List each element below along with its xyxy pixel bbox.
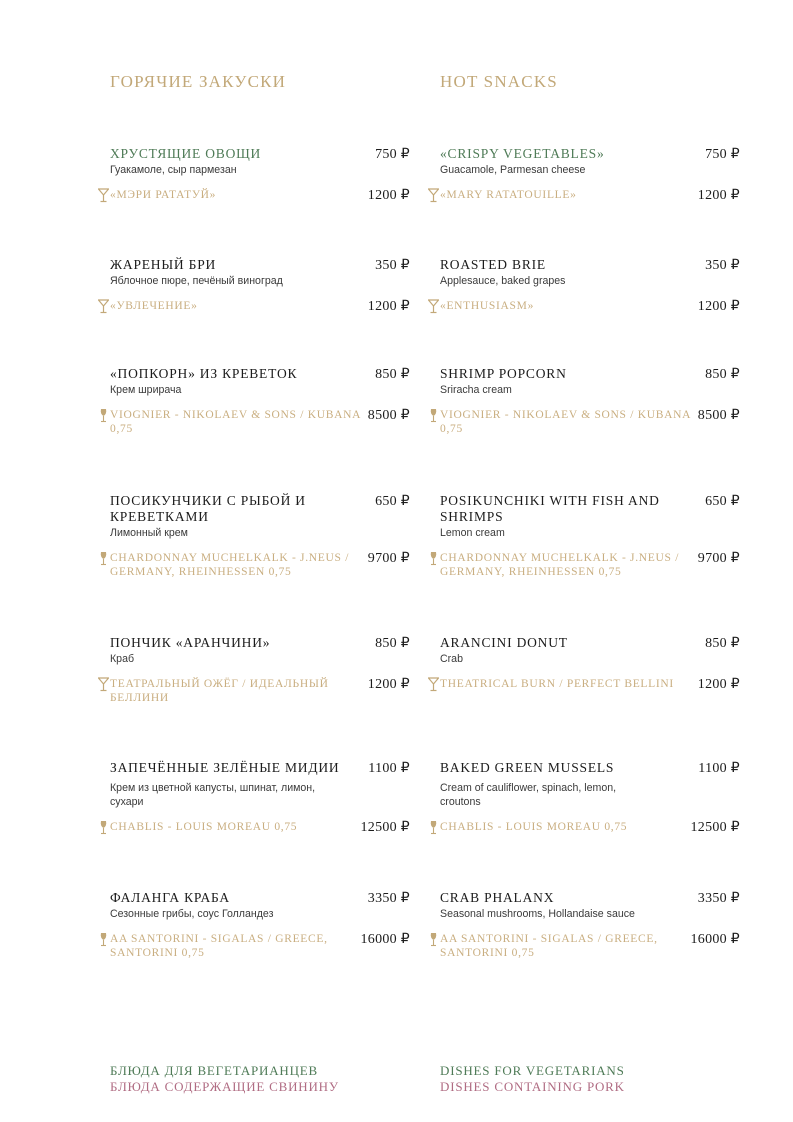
dish-price: 650 ₽	[705, 494, 740, 509]
dish-price: 350 ₽	[375, 258, 410, 273]
pairing-price: 1200 ₽	[697, 188, 740, 203]
dish-name: ARANCINI DONUT	[440, 635, 568, 650]
menu-item	[110, 366, 410, 436]
dish-description: Яблочное пюре, печёный виноград	[110, 275, 283, 287]
cocktail-glass-icon	[428, 188, 439, 203]
pairing-name: AA SANTORINI - SIGALAS / GREECE, SANTORINI 0,75	[110, 933, 328, 959]
dish-description: Guacamole, Parmesan cheese	[440, 164, 586, 176]
dish-price: 850 ₽	[375, 367, 410, 382]
pairing	[110, 932, 410, 960]
dish-name: BAKED GREEN MUSSELS	[440, 760, 615, 775]
cocktail-glass-icon	[98, 188, 109, 203]
pairing-name: CHARDONNAY MUCHELKALK - J.NEUS / GERMANY, RHEINHESSEN 0,75	[440, 552, 680, 578]
dish-description: Seasonal mushrooms, Hollandaise sauce	[440, 908, 635, 920]
dish-price: 650 ₽	[375, 494, 410, 509]
dish-price: 850 ₽	[705, 636, 740, 651]
menu-item	[110, 257, 410, 313]
dish-description: Applesauce, baked grapes	[440, 275, 566, 287]
dish-name: ЖАРЕНЫЙ БРИ	[110, 257, 217, 272]
pairing-name: CHARDONNAY MUCHELKALK - J.NEUS / GERMANY, RHEINHESSEN 0,75	[110, 552, 350, 578]
wine-glass-icon	[98, 932, 109, 947]
wine-glass-icon	[98, 551, 109, 566]
pairing-name: CHABLIS - LOUIS MOREAU 0,75	[440, 821, 628, 833]
dish-description: Краб	[110, 653, 135, 665]
menu-item	[440, 366, 740, 436]
wine-glass-icon	[98, 820, 109, 835]
pairing-price: 1200 ₽	[367, 299, 410, 314]
legend-vegetarian: БЛЮДА ДЛЯ ВЕГЕТАРИАНЦЕВ	[110, 1063, 318, 1078]
pairing-price: 1200 ₽	[367, 677, 410, 692]
dish-name: CRAB PHALANX	[440, 890, 555, 905]
pairing	[110, 408, 410, 436]
menu-item	[440, 890, 740, 960]
dish-description: Crab	[440, 653, 463, 665]
section-heading: HOT SNACKS	[440, 72, 558, 91]
menu-item	[110, 146, 410, 202]
dish-price: 850 ₽	[705, 367, 740, 382]
cocktail-glass-icon	[98, 299, 109, 314]
pairing-price: 9700 ₽	[367, 551, 410, 566]
pairing	[440, 551, 740, 579]
menu-item	[110, 493, 410, 579]
dish-name: ПОНЧИК «АРАНЧИНИ»	[110, 635, 271, 650]
pairing-name: «MARY RATATOUILLE»	[440, 189, 577, 201]
pairing-name: «УВЛЕЧЕНИЕ»	[110, 300, 198, 312]
pairing	[110, 551, 410, 579]
dish-description: Сезонные грибы, соус Голландез	[110, 908, 274, 920]
dish-description: Крем шрирача	[110, 384, 182, 396]
menu-item	[110, 635, 410, 705]
pairing-name: VIOGNIER - NIKOLAEV & SONS / KUBANA 0,75	[110, 409, 361, 435]
dish-name: «ПОПКОРН» ИЗ КРЕВЕТОК	[110, 366, 298, 381]
menu-item	[110, 760, 410, 834]
dish-price: 3350 ₽	[697, 891, 740, 906]
pairing	[440, 820, 740, 834]
dish-name: SHRIMP POPCORN	[440, 366, 567, 381]
menu-item	[440, 257, 740, 313]
menu-item	[440, 493, 740, 579]
pairing-price: 16000 ₽	[360, 932, 410, 947]
wine-glass-icon	[428, 932, 439, 947]
dish-price: 350 ₽	[705, 258, 740, 273]
pairing	[440, 299, 740, 313]
pairing	[440, 677, 740, 691]
pairing-price: 12500 ₽	[690, 820, 740, 835]
dish-description: Sriracha cream	[440, 384, 512, 396]
dish-price: 1100 ₽	[698, 761, 740, 776]
dish-name: ХРУСТЯЩИЕ ОВОЩИ	[110, 146, 262, 161]
pairing-name: «ENTHUSIASM»	[440, 300, 535, 312]
pairing-price: 1200 ₽	[697, 677, 740, 692]
pairing	[440, 188, 740, 202]
pairing	[110, 820, 410, 834]
pairing-name: ТЕАТРАЛЬНЫЙ ОЖЁГ / ИДЕАЛЬНЫЙ БЕЛЛИНИ	[110, 678, 329, 704]
dish-name: ЗАПЕЧЁННЫЕ ЗЕЛЁНЫЕ МИДИИ	[110, 760, 340, 775]
dietary-legend	[440, 1063, 625, 1095]
pairing-price: 8500 ₽	[367, 408, 410, 423]
dish-name: «CRISPY VEGETABLES»	[440, 146, 605, 161]
pairing-price: 12500 ₽	[360, 820, 410, 835]
dish-name: ROASTED BRIE	[440, 257, 546, 272]
pairing-name: CHABLIS - LOUIS MOREAU 0,75	[110, 821, 298, 833]
pairing	[110, 677, 410, 705]
menu-item	[440, 146, 740, 202]
dish-description: Крем из цветной капусты, шпинат, лимон, сухари	[110, 782, 316, 808]
wine-glass-icon	[98, 408, 109, 423]
dish-name: POSIKUNCHIKI WITH FISH AND SHRIMPS	[440, 493, 660, 524]
pairing-name: «МЭРИ РАТАТУЙ»	[110, 189, 217, 201]
legend-pork: DISHES CONTAINING PORK	[440, 1079, 625, 1094]
legend-pork: БЛЮДА СОДЕРЖАЩИЕ СВИНИНУ	[110, 1079, 339, 1094]
wine-glass-icon	[428, 820, 439, 835]
pairing-price: 1200 ₽	[697, 299, 740, 314]
dish-description: Лимонный крем	[110, 527, 188, 539]
pairing	[110, 299, 410, 313]
dish-name: ПОСИКУНЧИКИ С РЫБОЙ И КРЕВЕТКАМИ	[110, 493, 306, 524]
dish-price: 3350 ₽	[367, 891, 410, 906]
wine-glass-icon	[428, 551, 439, 566]
dish-price: 1100 ₽	[368, 761, 410, 776]
pairing-price: 8500 ₽	[697, 408, 740, 423]
cocktail-glass-icon	[428, 299, 439, 314]
pairing-name: THEATRICAL BURN / PERFECT BELLINI	[440, 678, 674, 690]
menu-item	[110, 890, 410, 960]
pairing	[440, 932, 740, 960]
dish-price: 750 ₽	[705, 147, 740, 162]
dish-description: Lemon cream	[440, 527, 505, 539]
cocktail-glass-icon	[428, 677, 439, 692]
pairing	[110, 188, 410, 202]
legend-vegetarian: DISHES FOR VEGETARIANS	[440, 1063, 625, 1078]
dish-description: Cream of cauliflower, spinach, lemon, croutons	[440, 782, 617, 808]
dish-price: 850 ₽	[375, 636, 410, 651]
pairing	[440, 408, 740, 436]
dish-price: 750 ₽	[375, 147, 410, 162]
section-heading: ГОРЯЧИЕ ЗАКУСКИ	[110, 72, 287, 91]
pairing-name: AA SANTORINI - SIGALAS / GREECE, SANTORINI 0,75	[440, 933, 658, 959]
dish-description: Гуакамоле, сыр пармезан	[110, 164, 237, 176]
pairing-name: VIOGNIER - NIKOLAEV & SONS / KUBANA 0,75	[440, 409, 691, 435]
pairing-price: 9700 ₽	[697, 551, 740, 566]
dietary-legend	[110, 1063, 339, 1095]
pairing-price: 16000 ₽	[690, 932, 740, 947]
cocktail-glass-icon	[98, 677, 109, 692]
wine-glass-icon	[428, 408, 439, 423]
menu-item	[440, 760, 740, 834]
menu-item	[440, 635, 740, 691]
dish-name: ФАЛАНГА КРАБА	[110, 890, 230, 905]
pairing-price: 1200 ₽	[367, 188, 410, 203]
